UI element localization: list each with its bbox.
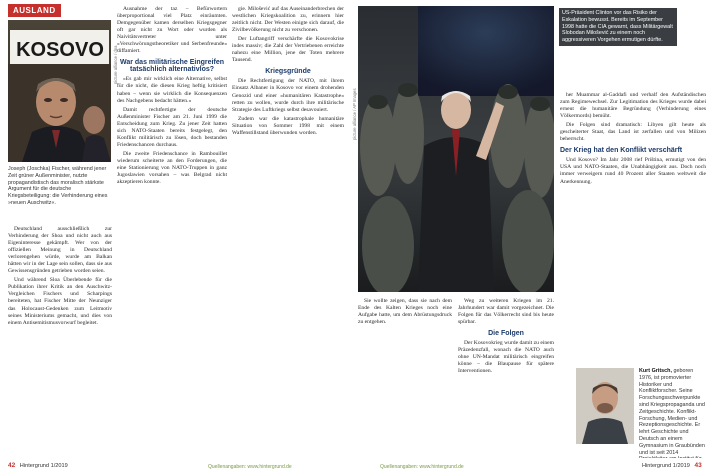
column-4 <box>358 298 452 458</box>
photo2-caption: US-Präsident Clinton vor das Risiko der Eskalation bewusst. Bereits im September 1998 hatte die CIA gewarnt, dass Militärgewalt Slobodan Milošević zu einem noch aggressiveren Vorgehen ermutigen dürfte. <box>559 8 677 46</box>
author-portrait <box>576 368 634 444</box>
subheading-die-folgen: Die Folgen <box>488 330 524 338</box>
paragraph: Und während Sloa Überlebende für die Publikation ihrer Kritik an den Auschwitz-Vergleichen Fischers und Scharpings bereiteten, hat Fischer Mitte der Neunziger das Holocaust-Gedenken zum Leitmotiv seines Ministeriums gemacht, und dies von einem Antisemitismusvorwurf begleitet. <box>8 277 112 326</box>
paragraph: Und Kosovo? Im Jahr 2008 rief Priština, ermutigt von den USA und NATO-Staaten, die Unabhängigkeit aus. Doch noch immer verweigern rund 40 Prozent aller Staaten weltweit die Anerkennung. <box>560 157 706 185</box>
clinton-photo-image <box>358 6 554 292</box>
column-6 <box>560 92 706 360</box>
paragraph: Der Luftangriff verschärfte die Kosovokrise indes massiv; die Zahl der Vertriebenen erreichte nahezu eine Million, jene der Toten mehrere Tausend. <box>232 36 344 64</box>
paragraph: Damit rechtfertigte der deutsche Außenminister Fischer am 21. Juni 1999 die Entscheidung zum Krieg. Zu jener Zeit hatten sich NATO-Staaten bereits festgelegt, den Konflikt militärisch zu lösen, doch bestanden Friedenschancen durchaus. <box>117 106 227 148</box>
paragraph: gie. Milošević auf das Auseinanderbrechen der westlichen Kriegskoalition zu, erinnern hier zeitlich nicht. Der Westen einigte sich darauf, die Zivilbevölkerung nicht zu verschonen. <box>232 6 344 34</box>
photo2-credit: picture alliance / AP Images <box>352 88 357 140</box>
paragraph: Deutschland ausschließlich zur Verhinderung der Shoa und nicht auch aus Eigeninteresse gekämpft. Wer von der offiziellen Meinung in Deutschland verlorengehen würde, wurde am Balkan hätten wir in der Lage sein sollen, dass sie aus Gewissensgründen getrieben worden seien. <box>8 226 112 275</box>
paragraph: »Es gab mir wirklich eine Alternative, selbst für die nicht, die diesen Krieg heftig kritisiert haben – wenn sie wirklich die Konsequenzen des Nachgebens bedacht hätten.« <box>117 76 227 104</box>
author-portrait-image <box>576 368 634 444</box>
paragraph: Die zweite Friedenschance in Rambouillet wiederum scheiterte an den Forderungen, die eine Stationierung von NATO-Truppen in ganz Jugoslawien vorsahen – was Belgrad nicht akzeptieren konnte. <box>117 150 227 186</box>
paragraph: Weg zu weiteren Kriegen im 21. Jahrhundert war damit vorgezeichnet. Die Folgen für das Völkerrecht sind bis heute spürbar. <box>458 298 554 326</box>
paragraph: Ausnahme der taz – Befürwortern überproportional viel Platz einräumten. Demgegenüber kamen derselben Kriegsgegner oft gar nicht zu Wort oder wurden als Naivitätsvertreter unter »Verschwörungstheoretiker und Serbenfreunde« diffamiert. <box>117 6 227 55</box>
page-number-left: 42 <box>8 462 16 469</box>
column-3 <box>232 6 344 458</box>
column-5 <box>458 298 554 458</box>
subheading-konflikt-verschaerft: Der Krieg hat den Konflikt verschärft <box>560 147 683 155</box>
paragraph: Der Kosovokrieg wurde damit zu einem Präzedenzfall, wonach die NATO auch ohne UN-Mandat militärisch eingreifen könne – die Blaupause für spätere Interventionen. <box>458 340 554 375</box>
photo1-credit: picture alliance / dpa <box>113 45 118 84</box>
paragraph: Die Rechtfertigung der NATO, mit ihrem Einsatz Albaner in Kosovo vor einem drohenden Genozid und einer »humanitären Katastrophe« retten zu wollen, wurde durch ihre militärische Strategie des Luftkriegs selbst desavouiert. <box>232 78 344 113</box>
paragraph: Zudem war die katastrophale humanitäre Situation von Sommer 1998 mit einem Waffenstillstand überwunden worden. <box>232 115 344 136</box>
paragraph: her Muammar al-Gaddafi und verhalf den Aufständischen zum Regimewechsel. Zur Legitimation des Krieges wurde dabei erneut die humanitäre Begründung (Verhinderung eines Völkermords) bemüht. <box>560 92 706 120</box>
author-bio <box>639 368 707 458</box>
paragraph: Die Folgen sind dramatisch: Libyen gilt heute als gescheiterter Staat, das Land ist zerfallen und von Milizen beherrscht. <box>560 122 706 143</box>
page-number-right: 43 <box>694 462 702 469</box>
subheading-kriegsgruende: Kriegsgründe <box>265 68 311 76</box>
photo-clinton-soldiers <box>358 6 554 292</box>
photo1-caption: Joseph (Joschka) Fischer, während jener Zeit grüner Außenminister, nutzte propagandistisch das moralisch stärkste Argument für die deutsche Kriegsbeteiligung: die Verhinderung eines »neuen Auschwitz«. <box>8 166 108 206</box>
fischer-photo-image <box>8 20 111 162</box>
column-1 <box>8 226 112 458</box>
footer-url-mid[interactable]: Quellenangaben: www.hintergrund.de <box>380 464 464 470</box>
footer-url-left[interactable]: Quellenangaben: www.hintergrund.de <box>208 464 292 470</box>
author-name: Kurt Gritsch, <box>639 368 672 374</box>
issue-left: Hintergrund 1/2019 <box>19 463 68 469</box>
footer-left <box>8 462 68 469</box>
issue-right: Hintergrund 1/2019 <box>642 463 690 469</box>
author-bio-text: geboren 1976, ist promovierter Historiker und Konfliktforscher. Seine Forschungsschwerpunkte sind Kriegspropaganda und Zeitgeschichte. Konflikt-Forschung, Medien- und Rezeptionsgeschichte. Er lehrt Geschichte und Deutsch an einem Gymnasium in Graubünden und ist seit 2014 <box>639 368 705 456</box>
column-2 <box>117 6 227 458</box>
paragraph: Sie wollte zeigen, dass sie nach dem Ende des Kalten Krieges noch eine Aufgabe hatte, um dem Abrüstungsdruck zu entgehen. <box>358 298 452 326</box>
photo-fischer <box>8 20 111 162</box>
section-label: AUSLAND <box>8 4 61 17</box>
subheading-alternativlos: War das militärische Eingreifen tatsächlich alternativlos? <box>120 59 224 74</box>
kosovo-sign-text: KOSOVO <box>16 39 104 61</box>
footer-right <box>642 462 705 469</box>
